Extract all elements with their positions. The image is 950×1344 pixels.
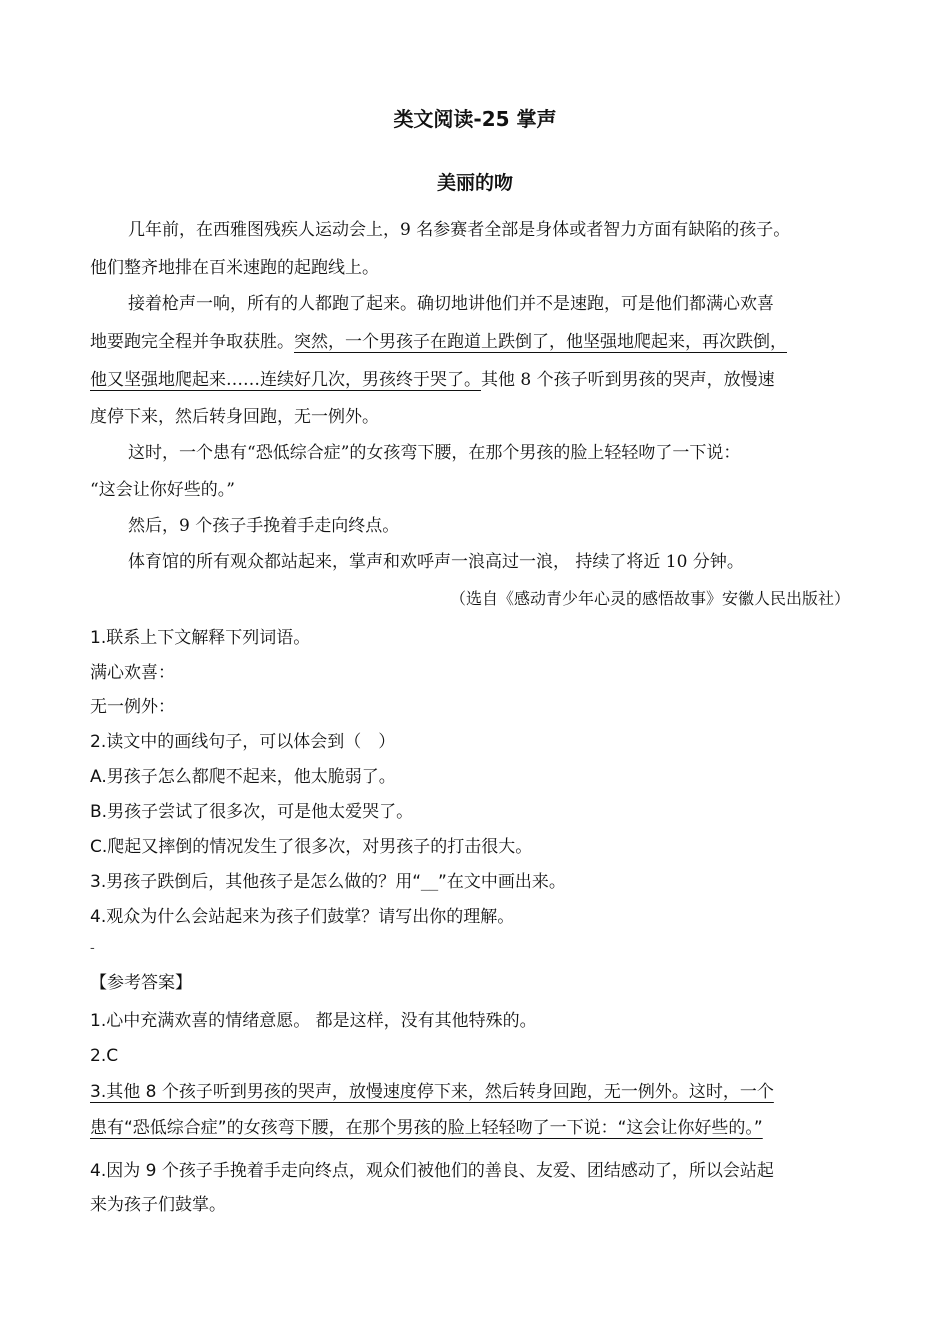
paragraph-2-line-2 [90,331,787,353]
question-3-start: 3.男孩子跌倒后，其他孩子是怎么做的？用“ [90,872,422,892]
paragraph-3-line-2: “这会让你好些的。” [90,480,235,500]
separator-dash: - [90,940,95,956]
paragraph-2-line-1: 接着枪声一响，所有的人都跑了起来。确切地讲他们并不是速跑，可是他们都满心欢喜 [128,294,774,314]
paragraph-1-line-1: 几年前，在西雅图残疾人运动会上，9 名参赛者全部是身体或者智力方面有缺陷的孩子。 [128,220,791,240]
paragraph-2-plain: 地要跑完全程并争取获胜。 [90,332,294,352]
question-3-end: ”在文中画出来。 [438,872,566,892]
answer-1: 1.心中充满欢喜的情绪意愿。 都是这样，没有其他特殊的。 [90,1011,537,1031]
paragraph-2-continuation: 其他 8 个孩子听到男孩的哭声，放慢速 [481,370,775,390]
document-title: 类文阅读-25 掌声 [393,107,557,131]
question-4: 4.观众为什么会站起来为孩子们鼓掌？请写出你的理解。 [90,907,515,927]
answer-4-line-2: 来为孩子们鼓掌。 [90,1195,226,1215]
answer-3-line-2: 患有“恐低综合症”的女孩弯下腰，在那个男孩的脸上轻轻吻了一下说：“这会让你好些的。” [90,1118,763,1138]
question-2-option-c: C.爬起又摔倒的情况发生了很多次，对男孩子的打击很大。 [90,837,533,857]
answer-2: 2.C [90,1046,119,1066]
paragraph-3-line-1: 这时，一个患有“恐低综合症”的女孩弯下腰，在那个男孩的脸上轻轻吻了一下说： [128,443,741,463]
underlined-sentence-part-2: 他又坚强地爬起来……连续好几次，男孩终于哭了。 [90,370,481,390]
underlined-sentence-part-1: 突然，一个男孩子在跑道上跌倒了，他坚强地爬起来，再次跌倒， [294,332,787,352]
paragraph-5: 体育馆的所有观众都站起来，掌声和欢呼声一浪高过一浪， 持续了将近 10 分钟。 [128,552,744,572]
source-citation: （选自《感动青少年心灵的感悟故事》安徽人民出版社） [449,589,850,608]
question-2: 2.读文中的画线句子，可以体会到（ ） [90,732,396,752]
question-2-option-a: A.男孩子怎么都爬不起来，他太脆弱了。 [90,767,396,787]
question-3 [90,871,566,893]
paragraph-2-line-4: 度停下来，然后转身回跑，无一例外。 [90,407,379,427]
paragraph-1-line-2: 他们整齐地排在百米速跑的起跑线上。 [90,258,379,278]
answer-4-line-1: 4.因为 9 个孩子手挽着手走向终点，观众们被他们的善良、友爱、团结感动了，所以会站起 [90,1161,774,1181]
answers-heading: 【参考答案】 [90,973,192,993]
article-title: 美丽的吻 [436,172,513,194]
paragraph-4: 然后，9 个孩子手挽着手走向终点。 [128,516,400,536]
question-1-term-b: 无一例外： [90,697,175,717]
underline-mark: __ [421,872,439,892]
paragraph-2-line-3 [90,369,775,391]
question-1: 1.联系上下文解释下列词语。 [90,628,311,648]
answer-3-line-1: 3.其他 8 个孩子听到男孩的哭声，放慢速度停下来，然后转身回跑，无一例外。这时，一个 [90,1082,774,1102]
question-1-term-a: 满心欢喜： [90,663,175,683]
question-2-option-b: B.男孩子尝试了很多次，可是他太爱哭了。 [90,802,414,822]
